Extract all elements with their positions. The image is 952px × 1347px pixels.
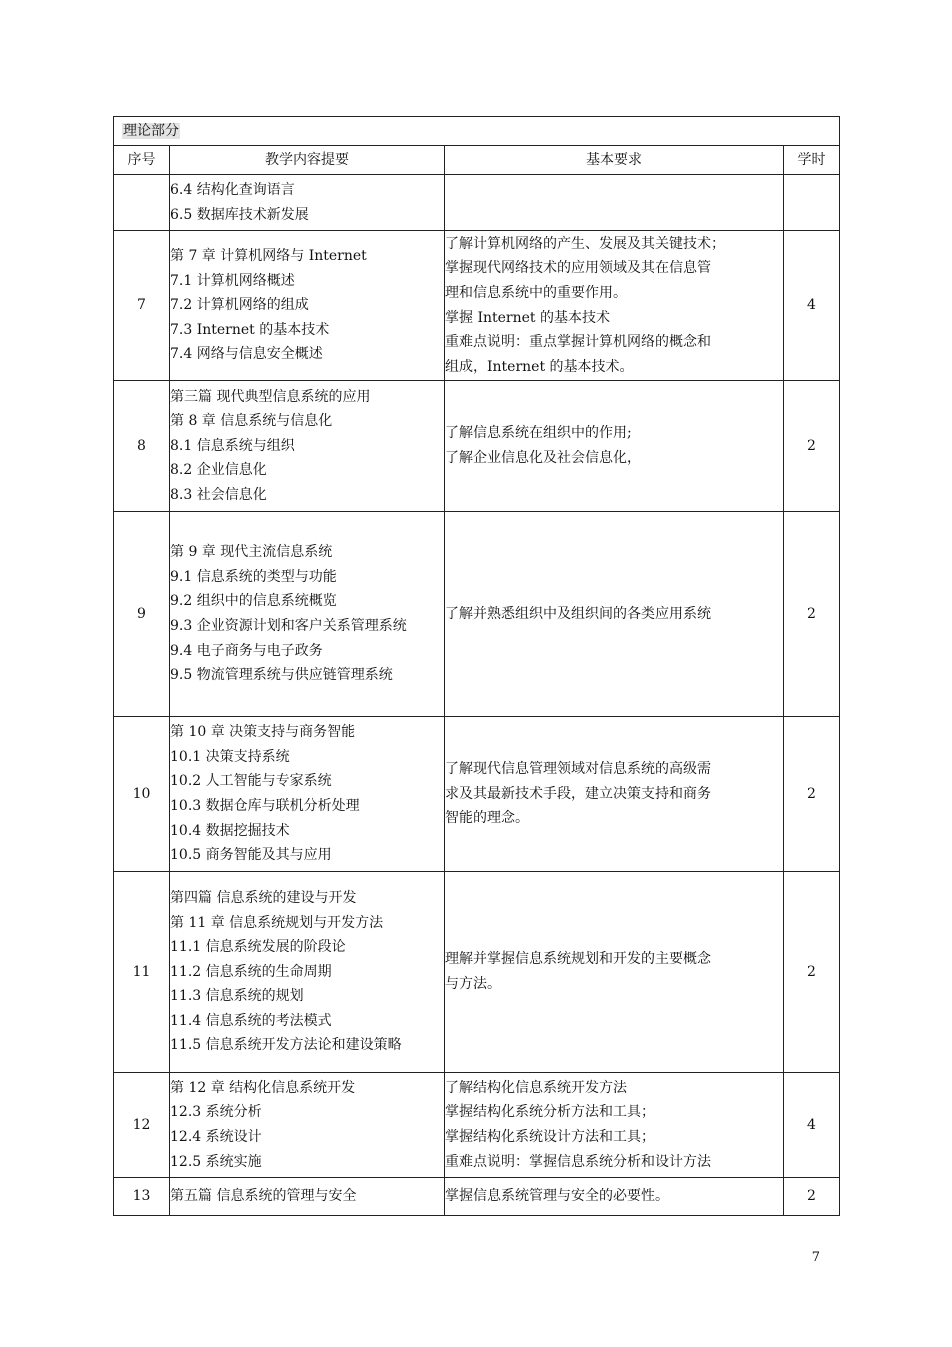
content-line: 12.4 系统设计 — [170, 1129, 262, 1145]
requirements-cell — [445, 717, 784, 872]
table-row — [114, 872, 840, 1073]
content-line: 7.1 计算机网络概述 — [170, 272, 295, 289]
content-line: 11.2 信息系统的生命周期 — [170, 963, 332, 980]
section-title-cell — [114, 117, 840, 146]
section-title: 理论部分 — [123, 122, 179, 139]
requirements-cell — [445, 231, 784, 381]
column-header-requirements: 基本要求 — [445, 146, 784, 175]
content-line: 第五篇 信息系统的管理与安全 — [170, 1188, 357, 1205]
requirement-line: 了解结构化信息系统开发方法 — [445, 1079, 627, 1096]
content-line: 12.5 系统实施 — [170, 1153, 262, 1170]
content-cell — [170, 231, 445, 381]
requirement-line: 智能的理念。 — [445, 810, 529, 827]
requirement-line: 掌握信息系统管理与安全的必要性。 — [445, 1188, 669, 1205]
requirement-line: 重难点说明：掌握信息系统分析和设计方法 — [445, 1153, 711, 1170]
requirement-line: 了解现代信息管理领域对信息系统的高级需 — [445, 761, 711, 778]
row-number: 7 — [114, 231, 170, 381]
hours-cell: 2 — [784, 872, 840, 1073]
row-number: 11 — [114, 872, 170, 1073]
section-row — [114, 117, 840, 146]
content-line: 7.3 Internet 的基本技术 — [170, 321, 330, 338]
content-cell — [170, 717, 445, 872]
column-header-hours: 学时 — [784, 146, 840, 175]
hours-cell: 2 — [784, 1178, 840, 1216]
page-number: 7 — [811, 1250, 820, 1265]
row-number: 9 — [114, 512, 170, 717]
content-line: 8.2 企业信息化 — [170, 462, 267, 479]
content-line: 第 12 章 结构化信息系统开发 — [170, 1079, 356, 1096]
content-cell — [170, 1073, 445, 1178]
row-number: 12 — [114, 1073, 170, 1178]
requirement-line: 了解企业信息化及社会信息化， — [445, 450, 641, 466]
row-number: 8 — [114, 381, 170, 512]
content-cell — [170, 175, 445, 231]
content-line: 10.4 数据挖掘技术 — [170, 822, 290, 839]
content-cell — [170, 1178, 445, 1216]
table-row — [114, 1073, 840, 1178]
header-row — [114, 146, 840, 175]
content-line: 12.3 系统分析 — [170, 1104, 262, 1121]
hours-cell: 4 — [784, 231, 840, 381]
requirement-line: 了解信息系统在组织中的作用; — [445, 425, 632, 442]
hours-cell: 4 — [784, 1073, 840, 1178]
content-line: 11.4 信息系统的考法模式 — [170, 1012, 332, 1029]
content-line: 9.3 企业资源计划和客户关系管理系统 — [170, 618, 407, 634]
column-header-no: 序号 — [114, 146, 170, 175]
content-line: 10.2 人工智能与专家系统 — [170, 773, 332, 790]
table-row — [114, 231, 840, 381]
requirement-line: 掌握 Internet 的基本技术 — [445, 309, 610, 326]
requirements-cell — [445, 381, 784, 512]
requirement-line: 掌握结构化系统设计方法和工具； — [445, 1129, 655, 1145]
table-row — [114, 1178, 840, 1216]
content-line: 8.1 信息系统与组织 — [170, 437, 295, 454]
content-line: 第三篇 现代典型信息系统的应用 — [170, 388, 371, 405]
requirements-cell — [445, 1178, 784, 1216]
content-line: 第 10 章 决策支持与商务智能 — [170, 724, 356, 741]
content-line: 6.4 结构化查询语言 — [170, 181, 295, 198]
table-row — [114, 381, 840, 512]
content-line: 9.4 电子商务与电子政务 — [170, 642, 323, 659]
content-line: 11.1 信息系统发展的阶段论 — [170, 939, 346, 956]
content-line: 第 11 章 信息系统规划与开发方法 — [170, 914, 384, 931]
requirement-line: 了解并熟悉组织中及组织间的各类应用系统 — [445, 605, 711, 622]
requirement-line: 重难点说明：重点掌握计算机网络的概念和 — [445, 334, 711, 351]
hours-cell — [784, 175, 840, 231]
hours-cell: 2 — [784, 381, 840, 512]
requirements-cell — [445, 175, 784, 231]
content-line: 11.3 信息系统的规划 — [170, 988, 304, 1005]
content-line: 6.5 数据库技术新发展 — [170, 206, 309, 223]
requirements-cell — [445, 1073, 784, 1178]
requirement-line: 组成，Internet 的基本技术。 — [445, 358, 634, 375]
syllabus-table — [113, 116, 840, 1216]
requirement-line: 与方法。 — [445, 976, 501, 992]
requirement-line: 求及其最新技术手段，建立决策支持和商务 — [445, 785, 711, 802]
content-cell — [170, 512, 445, 717]
content-line: 7.2 计算机网络的组成 — [170, 297, 309, 314]
requirement-line: 掌握现代网络技术的应用领域及其在信息管 — [445, 260, 711, 277]
hours-cell: 2 — [784, 717, 840, 872]
content-line: 7.4 网络与信息安全概述 — [170, 346, 323, 363]
requirement-line: 掌握结构化系统分析方法和工具； — [445, 1104, 655, 1121]
content-line: 10.1 决策支持系统 — [170, 748, 290, 765]
content-line: 8.3 社会信息化 — [170, 486, 267, 503]
content-line: 11.5 信息系统开发方法论和建设策略 — [170, 1037, 402, 1054]
content-line: 10.3 数据仓库与联机分析处理 — [170, 798, 360, 814]
content-line: 9.2 组织中的信息系统概览 — [170, 593, 337, 610]
content-line: 第 8 章 信息系统与信息化 — [170, 413, 333, 430]
content-line: 第 7 章 计算机网络与 Internet — [170, 248, 367, 265]
requirements-cell — [445, 872, 784, 1073]
content-line: 9.1 信息系统的类型与功能 — [170, 568, 337, 585]
row-number — [114, 175, 170, 231]
requirement-line: 理和信息系统中的重要作用。 — [445, 284, 627, 301]
content-line: 第四篇 信息系统的建设与开发 — [170, 889, 357, 906]
table-row — [114, 717, 840, 872]
hours-cell: 2 — [784, 512, 840, 717]
row-number: 13 — [114, 1178, 170, 1216]
content-line: 9.5 物流管理系统与供应链管理系统 — [170, 667, 393, 684]
table-row — [114, 175, 840, 231]
content-line: 第 9 章 现代主流信息系统 — [170, 544, 333, 561]
content-cell — [170, 381, 445, 512]
row-number: 10 — [114, 717, 170, 872]
requirement-line: 了解计算机网络的产生、发展及其关键技术； — [445, 235, 725, 252]
requirements-cell — [445, 512, 784, 717]
table-row — [114, 512, 840, 717]
column-header-content: 教学内容提要 — [170, 146, 445, 175]
content-cell — [170, 872, 445, 1073]
requirement-line: 理解并掌握信息系统规划和开发的主要概念 — [445, 951, 711, 968]
content-line: 10.5 商务智能及其与应用 — [170, 847, 332, 864]
